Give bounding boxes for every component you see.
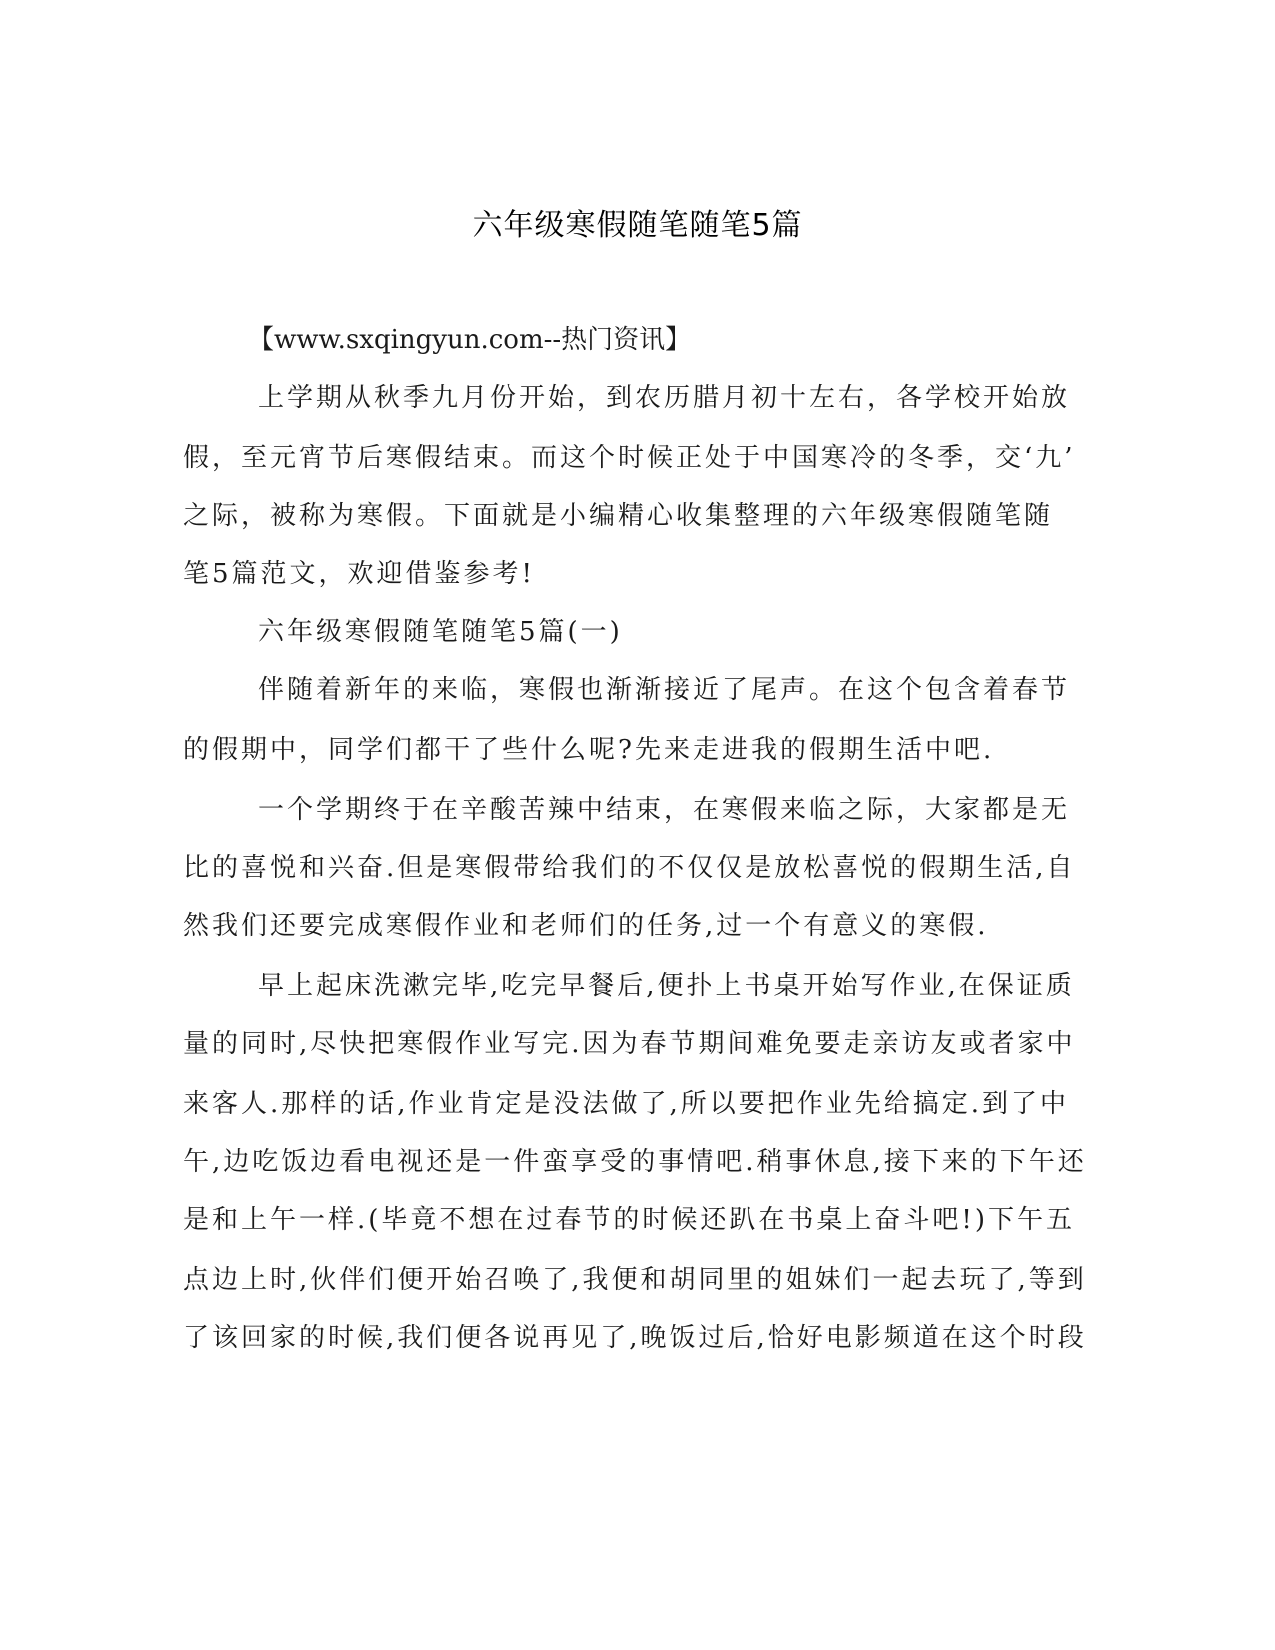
text-line: 假，至元宵节后寒假结束。而这个时候正处于中国寒冷的冬季，交‘九’ bbox=[183, 443, 1076, 473]
text-line: 比的喜悦和兴奋.但是寒假带给我们的不仅仅是放松喜悦的假期生活,自 bbox=[183, 853, 1076, 883]
text-line: 量的同时,尽快把寒假作业写完.因为春节期间难免要走亲访友或者家中 bbox=[183, 1029, 1076, 1059]
section-heading: 六年级寒假随笔随笔5篇(一) bbox=[258, 617, 623, 647]
text-line: 是和上午一样.(毕竟不想在过春节的时候还趴在书桌上奋斗吧!)下午五 bbox=[183, 1205, 1076, 1235]
source-line: 【www.sxqingyun.com--热门资讯】 bbox=[248, 325, 692, 355]
text-line: 一个学期终于在辛酸苦辣中结束，在寒假来临之际，大家都是无 bbox=[258, 795, 1071, 825]
text-line: 上学期从秋季九月份开始，到农历腊月初十左右，各学校开始放 bbox=[258, 383, 1071, 413]
text-line: 笔5篇范文，欢迎借鉴参考! bbox=[183, 559, 535, 589]
text-line: 午,边吃饭边看电视还是一件蛮享受的事情吧.稍事休息,接下来的下午还 bbox=[183, 1147, 1087, 1177]
text-line: 伴随着新年的来临，寒假也渐渐接近了尾声。在这个包含着春节 bbox=[258, 675, 1071, 705]
text-line: 了该回家的时候,我们便各说再见了,晚饭过后,恰好电影频道在这个时段 bbox=[183, 1323, 1087, 1353]
text-line: 早上起床洗漱完毕,吃完早餐后,便扑上书桌开始写作业,在保证质 bbox=[258, 971, 1075, 1001]
text-line: 之际，被称为寒假。下面就是小编精心收集整理的六年级寒假随笔随 bbox=[183, 501, 1054, 531]
document-title: 六年级寒假随笔随笔5篇 bbox=[472, 208, 803, 243]
text-line: 然我们还要完成寒假作业和老师们的任务,过一个有意义的寒假. bbox=[183, 911, 989, 941]
text-line: 点边上时,伙伴们便开始召唤了,我便和胡同里的姐妹们一起去玩了,等到 bbox=[183, 1265, 1087, 1295]
text-line: 的假期中，同学们都干了些什么呢?先来走进我的假期生活中吧. bbox=[183, 735, 995, 765]
text-line: 来客人.那样的话,作业肯定是没法做了,所以要把作业先给搞定.到了中 bbox=[183, 1089, 1070, 1119]
